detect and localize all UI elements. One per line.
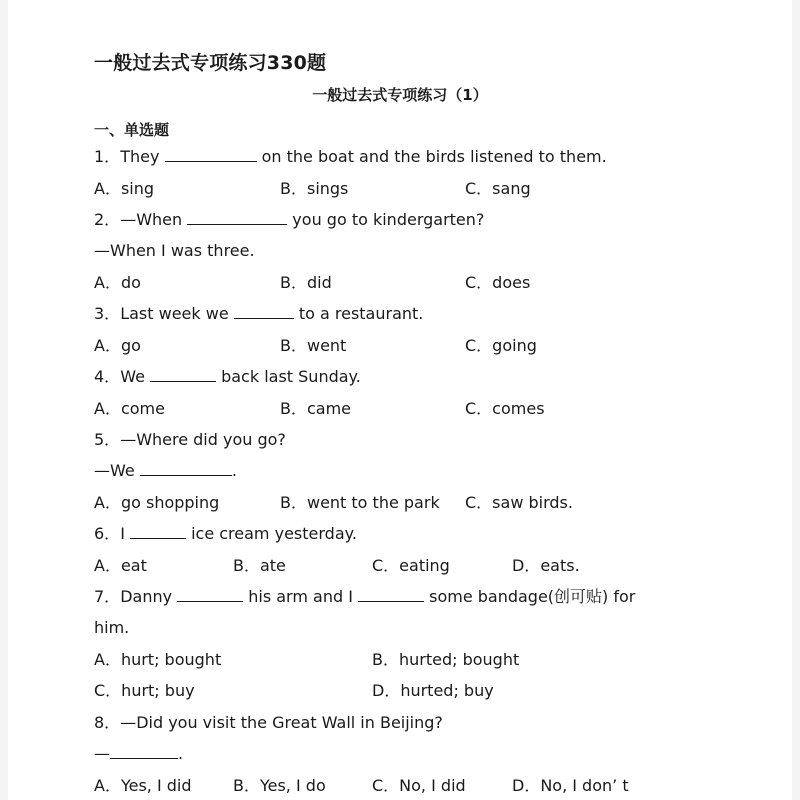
option-c[interactable]: C．does <box>465 273 531 292</box>
answer-blank[interactable] <box>165 146 257 162</box>
question-number: 6． <box>94 524 121 543</box>
question-number: 4． <box>94 367 121 386</box>
question-1: 1．They on the boat and the birds listened to them. <box>94 147 607 166</box>
document-title: 一般过去式专项练习330题 <box>94 52 327 74</box>
question-2-reply: —When I was three. <box>94 241 255 260</box>
option-b[interactable]: B．ate <box>233 556 286 575</box>
option-a[interactable]: A．Yes, I did <box>94 776 192 795</box>
question-number: 8． <box>94 713 121 732</box>
document-subtitle: 一般过去式专项练习（1） <box>312 86 488 104</box>
answer-blank[interactable] <box>130 523 186 539</box>
option-a[interactable]: A．eat <box>94 556 147 575</box>
option-a[interactable]: A．go shopping <box>94 493 220 512</box>
option-d[interactable]: D．No, I don’ t <box>512 776 629 795</box>
option-b[interactable]: B．Yes, I do <box>233 776 326 795</box>
option-c[interactable]: C．saw birds. <box>465 493 573 512</box>
question-8: 8．—Did you visit the Great Wall in Beijing? <box>94 713 443 732</box>
option-a[interactable]: A．do <box>94 273 141 292</box>
question-number: 7． <box>94 587 121 606</box>
option-d[interactable]: D．hurted; buy <box>372 681 494 700</box>
option-d[interactable]: D．eats. <box>512 556 580 575</box>
option-c[interactable]: C．No, I did <box>372 776 466 795</box>
option-c[interactable]: C．eating <box>372 556 450 575</box>
option-b[interactable]: B．sings <box>280 179 349 198</box>
option-c[interactable]: C．hurt; buy <box>94 681 195 700</box>
question-4: 4．We back last Sunday. <box>94 367 361 386</box>
question-5: 5．—Where did you go? <box>94 430 286 449</box>
option-a[interactable]: A．hurt; bought <box>94 650 222 669</box>
answer-blank[interactable] <box>234 303 294 319</box>
question-number: 1． <box>94 147 121 166</box>
question-number: 3． <box>94 304 121 323</box>
answer-blank[interactable] <box>187 209 287 225</box>
question-number: 2． <box>94 210 121 229</box>
answer-blank[interactable] <box>177 586 243 602</box>
option-b[interactable]: B．hurted; bought <box>372 650 520 669</box>
question-number: 5． <box>94 430 121 449</box>
option-c[interactable]: C．sang <box>465 179 531 198</box>
page-edge-right <box>792 0 800 800</box>
option-c[interactable]: C．going <box>465 336 537 355</box>
option-b[interactable]: B．went to the park <box>280 493 440 512</box>
question-7: 7．Danny his arm and I some bandage(创可贴) for <box>94 587 636 606</box>
answer-blank[interactable] <box>358 586 424 602</box>
option-c[interactable]: C．comes <box>465 399 545 418</box>
option-b[interactable]: B．did <box>280 273 332 292</box>
option-b[interactable]: B．came <box>280 399 352 418</box>
section-heading: 一、单选题 <box>94 121 170 139</box>
answer-blank[interactable] <box>140 460 232 476</box>
option-a[interactable]: A．go <box>94 336 141 355</box>
option-a[interactable]: A．come <box>94 399 165 418</box>
page-edge-left <box>0 0 8 800</box>
question-5-reply: —We . <box>94 461 237 480</box>
option-b[interactable]: B．went <box>280 336 347 355</box>
question-7-continued: him. <box>94 618 130 637</box>
question-8-reply: — . <box>94 744 184 763</box>
option-a[interactable]: A．sing <box>94 179 155 198</box>
answer-blank[interactable] <box>150 366 216 382</box>
answer-blank[interactable] <box>110 743 178 759</box>
question-3: 3．Last week we to a restaurant. <box>94 304 424 323</box>
question-6: 6．I ice cream yesterday. <box>94 524 357 543</box>
question-2: 2．—When you go to kindergarten? <box>94 210 485 229</box>
